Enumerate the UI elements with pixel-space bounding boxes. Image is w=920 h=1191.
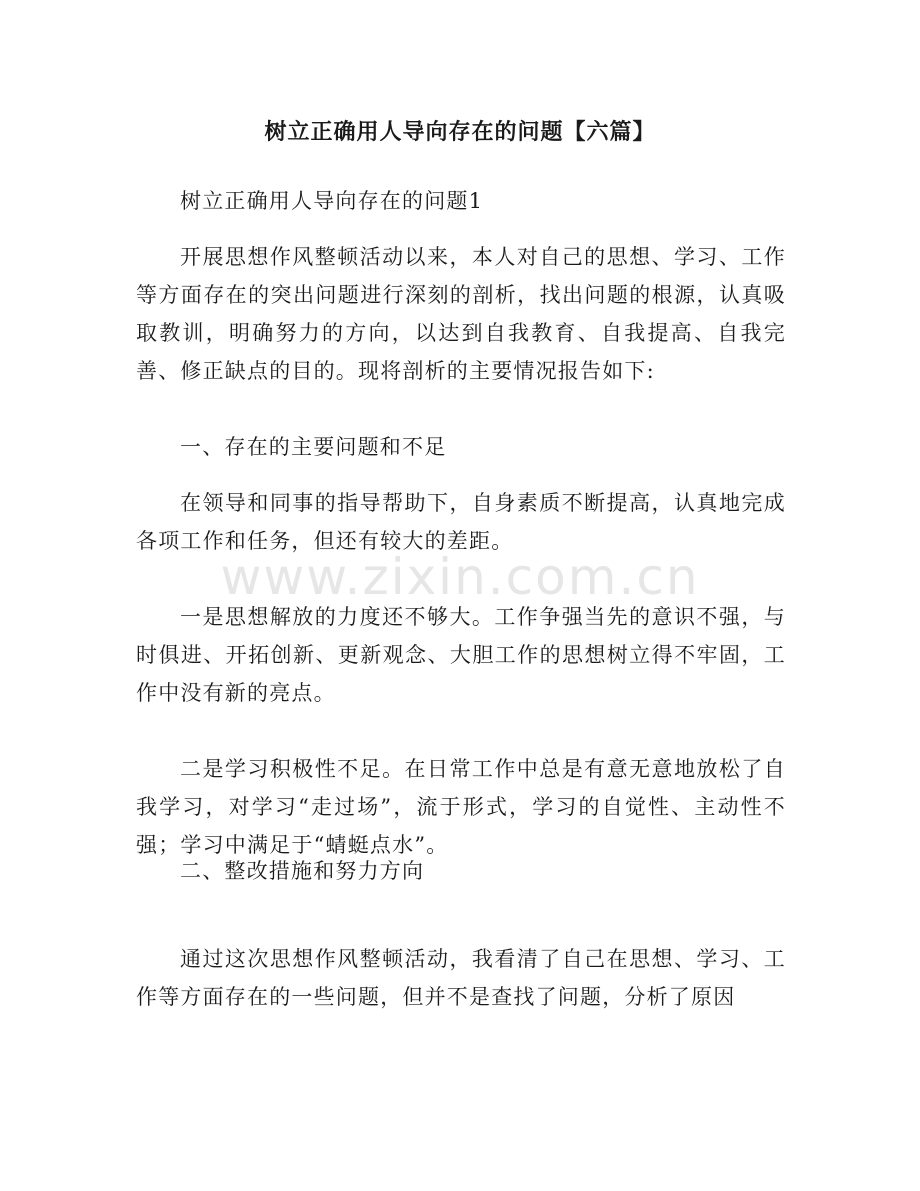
paragraph-problem-1: 一是思想解放的力度还不够大。工作争强当先的意识不强，与时俱进、开拓创新、更新观念、大胆工作的思想树立得不牢固，工作中没有新的亮点。 — [136, 605, 786, 705]
watermark: www.zixin.com.cn — [220, 548, 700, 606]
paragraph-problem-2: 二是学习积极性不足。在日常工作中总是有意无意地放松了自我学习，对学习“走过场”，流于形式，学习的自觉性、主动性不强；学习中满足于“蜻蜓点水”。 — [136, 757, 786, 857]
paragraph-problems-overview: 在领导和同事的指导帮助下，自身素质不断提高，认真地完成各项工作和任务，但还有较大的差距。 — [136, 491, 786, 553]
document-title: 树立正确用人导向存在的问题【六篇】 — [264, 119, 656, 145]
section-heading-problems: 一、存在的主要问题和不足 — [180, 435, 447, 459]
section-heading-1: 树立正确用人导向存在的问题1 — [180, 189, 484, 213]
section-heading-measures: 二、整改措施和努力方向 — [180, 859, 425, 883]
paragraph-intro: 开展思想作风整顿活动以来，本人对自己的思想、学习、工作等方面存在的突出问题进行深刻的剖析，找出问题的根源，认真吸取教训，明确努力的方向，以达到自我教育、自我提高、自我完善、修正缺点的目的。现将剖析的主要情况报告如下: — [136, 245, 786, 383]
paragraph-measures: 通过这次思想作风整顿活动，我看清了自己在思想、学习、工作等方面存在的一些问题，但并不是查找了问题，分析了原因 — [136, 947, 786, 1009]
